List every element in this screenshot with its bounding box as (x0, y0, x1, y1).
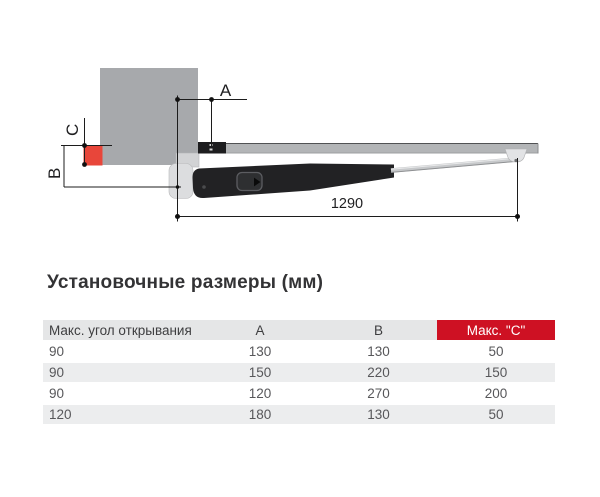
cell-angle: 90 (43, 384, 200, 405)
cell-b: 130 (320, 342, 437, 363)
header-a: A (200, 320, 320, 342)
section-title: Установочные размеры (мм) (47, 272, 324, 293)
cell-b: 220 (320, 363, 437, 384)
overall-length-label: 1290 (330, 196, 364, 212)
table-row (43, 384, 555, 405)
dimensions-table (43, 320, 555, 426)
table-row (43, 342, 555, 363)
cell-a: 130 (200, 342, 320, 363)
actuator-screw (202, 185, 206, 189)
table-row (43, 363, 555, 384)
header-max-angle: Макс. угол открывания (43, 320, 200, 342)
post-shape (100, 68, 198, 165)
actuator-body-shape (193, 164, 395, 199)
cell-c: 50 (437, 405, 555, 426)
cell-a: 150 (200, 363, 320, 384)
cell-c: 200 (437, 384, 555, 405)
dim-a-label: A (219, 81, 232, 100)
cell-angle: 90 (43, 363, 200, 384)
cell-angle: 90 (43, 342, 200, 363)
cell-a: 120 (200, 384, 320, 405)
piston-rod-shape (391, 158, 516, 172)
cell-c: 150 (437, 363, 555, 384)
header-max-c: Макс. "C" (437, 320, 555, 342)
table-header (43, 320, 555, 342)
table-header-row (43, 320, 555, 342)
hinge-highlight (84, 146, 103, 166)
dim-c-label: C (63, 123, 82, 136)
cell-angle: 120 (43, 405, 200, 426)
release-cover (237, 173, 262, 191)
header-b: B (320, 320, 437, 342)
cell-a: 180 (200, 405, 320, 426)
cell-b: 270 (320, 384, 437, 405)
table-row (43, 405, 555, 426)
cell-b: 130 (320, 405, 437, 426)
dim-b-label: B (45, 167, 64, 179)
cell-c: 50 (437, 342, 555, 363)
